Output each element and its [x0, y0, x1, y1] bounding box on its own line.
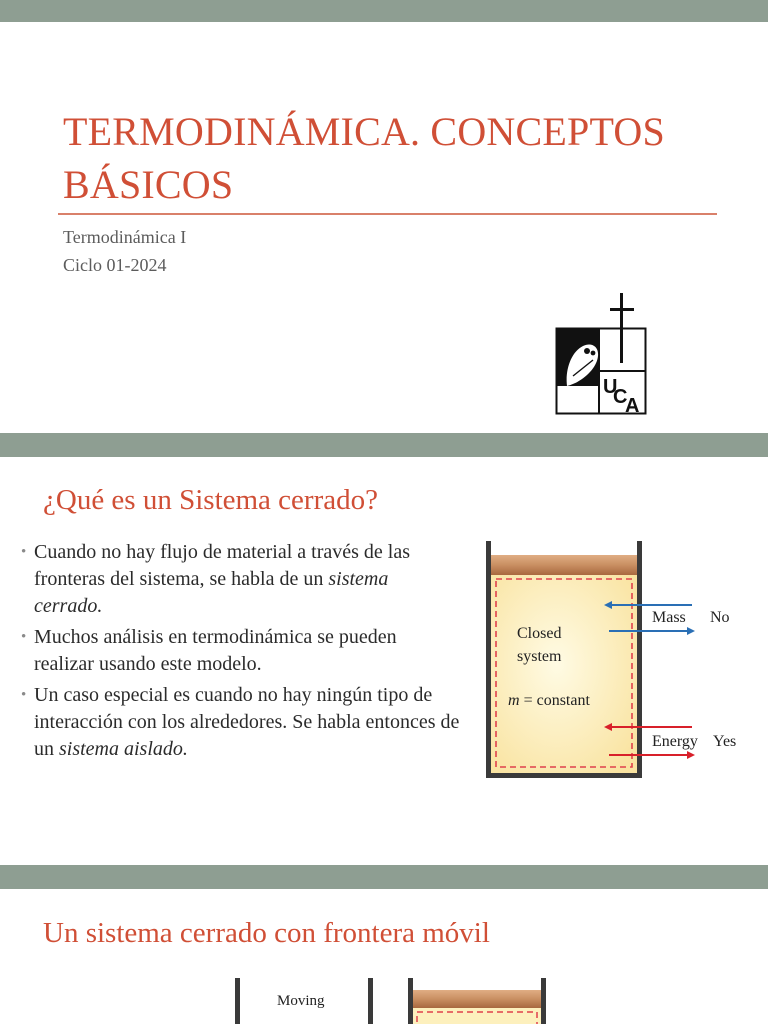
bullet-dot: •: [21, 687, 27, 703]
bullet-emphasis: sistema aislado.: [59, 738, 188, 760]
closed-label-line1: Closed: [517, 625, 562, 642]
slide-separator-1: [0, 433, 768, 457]
bullet-text: Muchos análisis en termodinámica se pueden realizar usando este modelo.: [34, 626, 397, 675]
bullet-emphasis: sistema cerrado.: [34, 568, 389, 617]
energy-label: Energy: [652, 733, 698, 750]
title-line-2: BÁSICOS: [63, 162, 234, 207]
svg-text:U: U: [603, 376, 618, 398]
mass-value: No: [710, 609, 730, 626]
svg-text:A: A: [625, 395, 640, 417]
container-left-wall: [486, 541, 491, 778]
slide-heading: ¿Qué es un Sistema cerrado?: [43, 484, 378, 516]
slide-separator-2: [0, 865, 768, 889]
piston-lid: [491, 555, 637, 575]
presentation-title: [63, 105, 703, 211]
bullet-dot: •: [21, 629, 27, 645]
bullet-dot: •: [21, 544, 27, 560]
bullet-list: [21, 539, 461, 767]
slide-title[interactable]: [0, 22, 768, 433]
closed-label-line2: system: [517, 648, 562, 665]
bullet-item: [21, 682, 461, 763]
moving-boundary-diagram: [228, 975, 558, 1024]
top-band: [0, 0, 768, 22]
slide-heading: Un sistema cerrado con frontera móvil: [43, 917, 490, 949]
mass-label: Mass: [652, 609, 686, 626]
bullet-text: Un caso especial es cuando no hay ningún tipo de interacción con los alrededores. Se habla entonces de un: [34, 684, 460, 760]
uca-logo: [553, 290, 649, 418]
moving-label: Moving: [277, 993, 325, 1009]
container-right-wall: [637, 541, 642, 778]
container-bottom: [486, 773, 642, 778]
energy-value: Yes: [713, 733, 737, 750]
bullet-item: [21, 624, 461, 678]
slide-closed-system[interactable]: [0, 457, 768, 865]
closed-system-diagram: [482, 537, 752, 782]
title-line-1: TERMODINÁMICA. CONCEPTOS: [63, 109, 665, 154]
bullet-item: [21, 539, 461, 620]
bullet-text: Cuando no hay flujo de material a través de las fronteras del sistema, se habla de un: [34, 541, 410, 590]
constant-text: = constant: [519, 692, 590, 709]
constant-variable: m: [508, 692, 520, 709]
slide-moving-boundary[interactable]: [0, 889, 768, 1024]
title-divider: [58, 213, 717, 215]
constant-label: [508, 692, 590, 709]
course-subtitle: Termodinámica I: [63, 227, 187, 247]
cycle-subtitle: Ciclo 01-2024: [63, 255, 167, 275]
svg-text:C: C: [613, 386, 628, 408]
